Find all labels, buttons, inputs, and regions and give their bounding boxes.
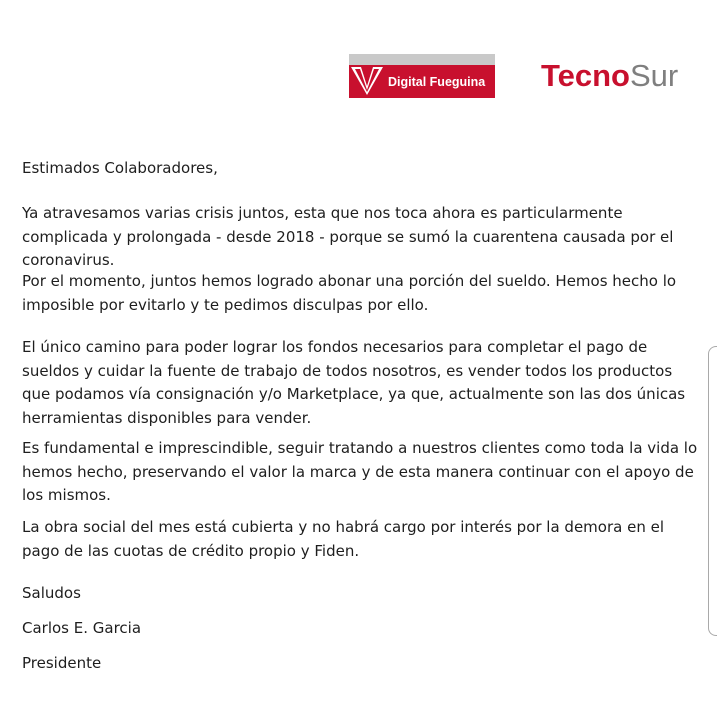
closing: Saludos xyxy=(22,584,81,602)
paragraph-2: Por el momento, juntos hemos logrado abonar una porción del sueldo. Hemos hecho lo imposible por evitarlo y te pedimos disculpas por ello. xyxy=(22,272,677,314)
signer-title: Presidente xyxy=(22,654,102,672)
tecnosur-logo-tecno: Tecno xyxy=(541,58,630,93)
paragraph-4: Es fundamental e imprescindible, seguir tratando a nuestros clientes como toda la vida lo hemos hecho, preservando el valor la marca y de esta manera continuar con el apoyo de los mismos. xyxy=(22,439,698,504)
tecnosur-logo xyxy=(541,54,678,98)
signer-name: Carlos E. Garcia xyxy=(22,619,142,637)
paragraph-3: El único camino para poder lograr los fondos necesarios para completar el pago de sueldos y cuidar la fuente de trabajo de todos nosotros, es vender todos los productos que podamos vía consignación y/o Marketplace, ya que, actualmente son las dos únicas herramientas disponibles para vender. xyxy=(22,338,686,427)
logo-v-mark-icon xyxy=(351,66,383,96)
logo-stripe xyxy=(349,54,495,65)
tecnosur-logo-sur: Sur xyxy=(630,58,679,93)
paragraph-5: La obra social del mes está cubierta y no habrá cargo por interés por la demora en el pago de las cuotas de crédito propio y Fiden. xyxy=(22,518,664,560)
digital-fueguina-logo-text: Digital Fueguina xyxy=(388,75,486,89)
scroll-edge-indicator xyxy=(708,346,717,636)
greeting: Estimados Colaboradores, xyxy=(22,159,218,177)
paragraph-1: Ya atravesamos varias crisis juntos, esta que nos toca ahora es particularmente complicada y prolongada - desde 2018 - porque se sumó la cuarentena causada por el coronavirus. xyxy=(22,204,674,269)
digital-fueguina-logo xyxy=(349,54,495,98)
